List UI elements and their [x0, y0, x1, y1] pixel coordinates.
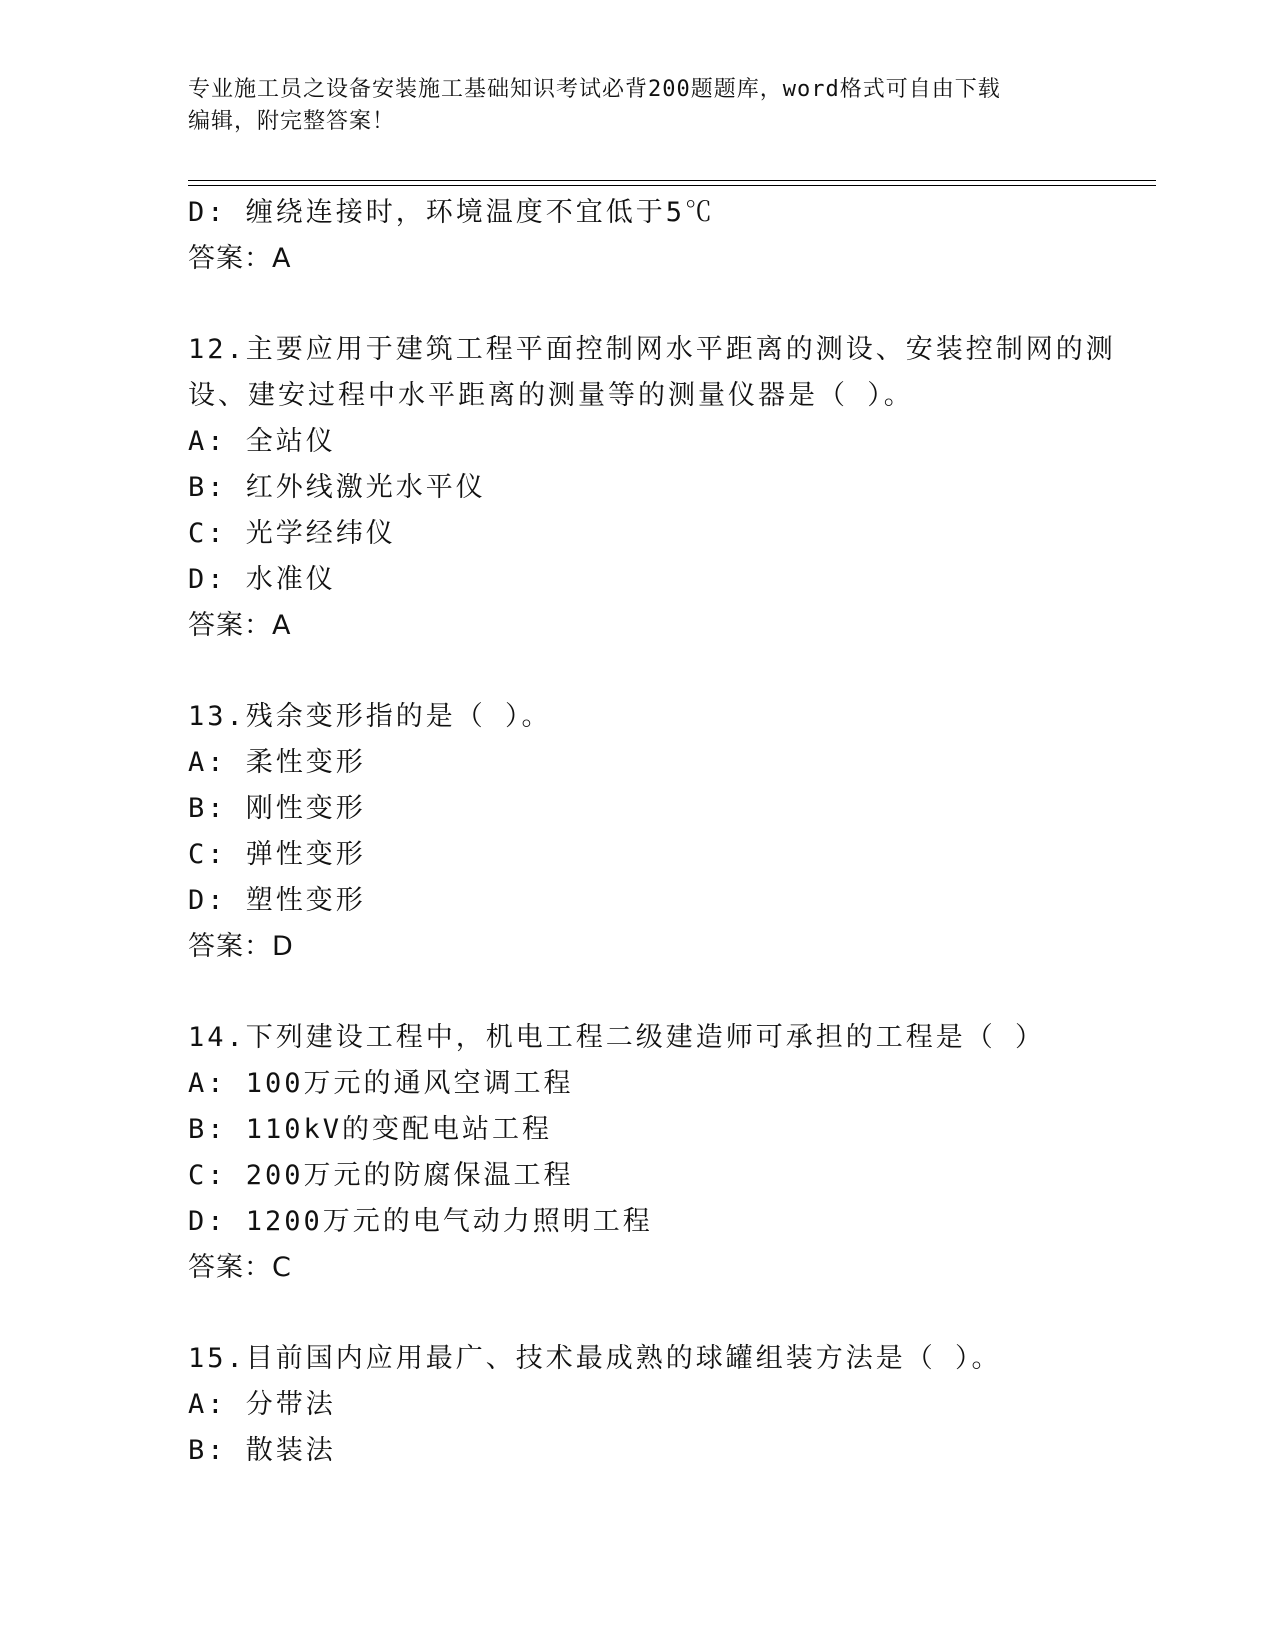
- q13-option-d: D: 塑性变形: [188, 885, 366, 916]
- document-header: [188, 74, 1088, 138]
- question-12: [188, 327, 1116, 649]
- question-14: [188, 1015, 1088, 1291]
- q12-option-d: D: 水准仪: [188, 564, 336, 595]
- q14-option-b: B: 110kV的变配电站工程: [188, 1114, 553, 1145]
- q13-option-c: C: 弹性变形: [188, 839, 366, 870]
- q12-option-c: C: 光学经纬仪: [188, 518, 396, 549]
- q12-answer: 答案：A: [188, 610, 292, 641]
- header-divider-top: [188, 180, 1156, 181]
- q14-stem: 14.下列建设工程中，机电工程二级建造师可承担的工程是（ ）: [188, 1022, 1046, 1053]
- question-list: [188, 190, 1116, 1474]
- q15-option-a: A: 分带法: [188, 1389, 336, 1420]
- header-line-1: 专业施工员之设备安装施工基础知识考试必背200题题库，word格式可自由下载: [188, 77, 1001, 102]
- q11-option-d: D: 缠绕连接时，环境温度不宜低于5℃: [188, 197, 716, 228]
- q11-answer: 答案：A: [188, 243, 292, 274]
- header-line-2: 编辑，附完整答案！: [188, 109, 396, 134]
- q12-option-b: B: 红外线激光水平仪: [188, 472, 486, 503]
- q13-option-a: A: 柔性变形: [188, 747, 366, 778]
- question-13: [188, 694, 1088, 970]
- q13-option-b: B: 刚性变形: [188, 793, 366, 824]
- header-divider-bottom: [188, 185, 1156, 186]
- q14-answer: 答案：C: [188, 1252, 292, 1283]
- q13-stem: 13.残余变形指的是（ ）。: [188, 701, 552, 732]
- question-15: [188, 1336, 1088, 1474]
- q12-stem-line-2: 设、建安过程中水平距离的测量等的测量仪器是（ ）。: [188, 380, 914, 411]
- q13-answer: 答案：D: [188, 931, 294, 962]
- q15-option-b: B: 散装法: [188, 1435, 336, 1466]
- q14-option-a: A: 100万元的通风空调工程: [188, 1068, 574, 1099]
- q14-option-c: C: 200万元的防腐保温工程: [188, 1160, 574, 1191]
- question-11-fragment: [188, 190, 1088, 282]
- q14-option-d: D: 1200万元的电气动力照明工程: [188, 1206, 653, 1237]
- q15-stem: 15.目前国内应用最广、技术最成熟的球罐组装方法是（ ）。: [188, 1343, 1002, 1374]
- q12-option-a: A: 全站仪: [188, 426, 336, 457]
- q12-stem-line-1: 12.主要应用于建筑工程平面控制网水平距离的测设、安装控制网的测: [188, 334, 1116, 365]
